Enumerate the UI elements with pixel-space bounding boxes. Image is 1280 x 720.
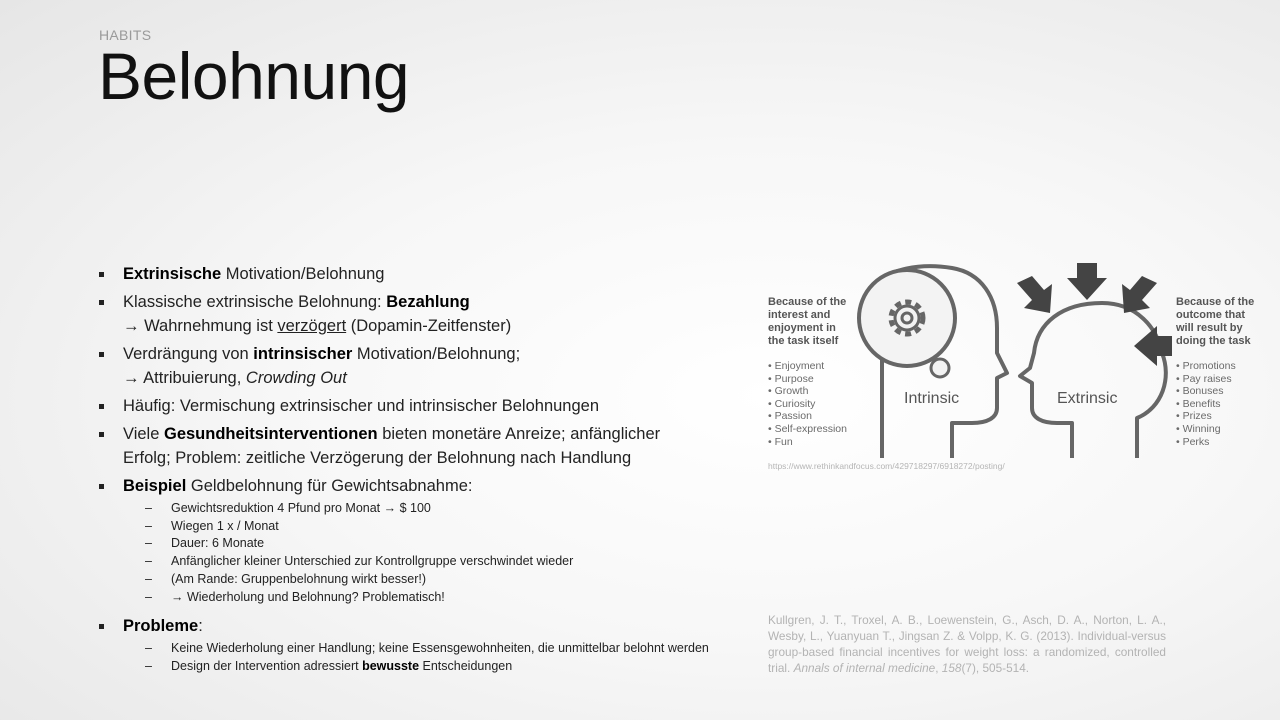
bullet-text: Erfolg; Problem: zeitliche Verzögerung der Belohnung nach Handlung — [123, 449, 632, 467]
heading-line: Because of the — [768, 296, 847, 308]
extrinsic-items — [1176, 360, 1254, 448]
bullet-text: Motivation/Belohnung — [221, 265, 385, 283]
thought-bubble-tail — [931, 359, 949, 377]
bullet-crowding-out — [98, 342, 718, 390]
bullet-payment — [98, 290, 718, 338]
citation-volume: 158 — [941, 661, 962, 675]
list-item: • Benefits — [1176, 398, 1254, 411]
heading-line: doing the task — [1176, 335, 1251, 347]
list-item: • Fun — [768, 436, 847, 449]
source-link[interactable]: https://www.rethinkandfocus.com/429718297/6918272/posting/ — [768, 461, 1005, 471]
sub-item-text: Wiegen 1 x / Monat — [171, 518, 279, 533]
dash: – — [145, 554, 152, 569]
citation — [768, 612, 1166, 676]
bullet-text: Häufig: Vermischung extrinsischer und intrinsischer Belohnungen — [123, 397, 600, 415]
list-item: • Pay raises — [1176, 373, 1254, 386]
sub-item — [123, 553, 718, 571]
intrinsic-items — [768, 360, 847, 448]
list-item: • Purpose — [768, 373, 847, 386]
extrinsic-head-outline — [1020, 303, 1166, 458]
extrinsic-heading — [1176, 296, 1254, 348]
list-item: • Enjoyment — [768, 360, 847, 373]
citation-authors: Kullgren, J. T., Troxel, A. B., Loewenstein, G., Asch, D. A., Norton, L. A., Wesby, L., Yuanyuan T., Jingsan Z. & Volpp, K. G. (2013). Individual-versus group-based financial incentives for weight loss: a randomized, controlled trial. — [768, 613, 1166, 675]
bullet-text: Viele — [123, 425, 164, 443]
dash: – — [145, 658, 152, 673]
dash: – — [145, 571, 152, 586]
extrinsic-label: Extrinsic — [1057, 390, 1118, 407]
sub-list — [123, 640, 718, 675]
sub-item — [123, 518, 718, 536]
citation-separator: , — [935, 661, 942, 675]
list-item: • Perks — [1176, 436, 1254, 449]
bullet-text: → Attribuierung, — [123, 369, 246, 387]
heading-line: Because of the — [1176, 296, 1255, 308]
bullet-text: Klassische extrinsische Belohnung: — [123, 293, 387, 311]
sub-item-text: Keine Wiederholung einer Handlung; keine Essensgewohnheiten, die unmittelbar belohnt werden — [171, 641, 709, 656]
heading-line: will result by — [1176, 322, 1243, 334]
motivation-figure — [762, 258, 1272, 458]
dash: – — [145, 501, 152, 515]
dash: – — [145, 641, 152, 656]
list-item: • Passion — [768, 410, 847, 423]
intrinsic-heading — [768, 296, 847, 348]
dash: – — [145, 589, 152, 604]
sub-item — [123, 500, 718, 518]
section-eyebrow: HABITS — [99, 27, 152, 43]
bullet-text: Geldbelohnung für Gewichtsabnahme: — [186, 477, 473, 495]
intrinsic-description — [768, 296, 847, 448]
bullet-bold: Bezahlung — [386, 293, 470, 311]
bullet-extrinsic — [98, 262, 718, 286]
heading-line: the task itself — [768, 335, 839, 347]
sub-item-text: → Wiederholung und Belohnung? Problematisch! — [171, 589, 445, 604]
sub-item-text: Gewichtsreduktion 4 Pfund pro Monat → $ 100 — [171, 501, 431, 515]
bullet-italic: Crowding Out — [245, 369, 347, 387]
bullet-text: : — [198, 617, 203, 636]
bullet-example — [98, 474, 718, 606]
arrow-down-icon — [1067, 263, 1107, 300]
list-item: • Curiosity — [768, 398, 847, 411]
bullet-bold: intrinsischer — [253, 345, 353, 363]
bullet-mixing — [98, 394, 718, 418]
bullet-text: → Wahrnehmung ist — [123, 317, 278, 335]
sub-item-text: (Am Rande: Gruppenbelohnung wirkt besser!) — [171, 571, 426, 586]
page-title: Belohnung — [98, 39, 410, 113]
bullet-underline: verzögert — [277, 317, 347, 335]
bullet-text: bieten monetäre Anreize; anfänglicher — [377, 425, 661, 443]
citation-pages: , 505-514. — [975, 661, 1030, 675]
sub-list — [123, 500, 718, 606]
heading-line: enjoyment in — [768, 322, 836, 334]
citation-issue: (7) — [961, 661, 976, 675]
list-item: • Promotions — [1176, 360, 1254, 373]
sub-item — [123, 589, 718, 607]
list-item: • Bonuses — [1176, 385, 1254, 398]
bullet-text: Motivation/Belohnung; — [352, 345, 521, 363]
sub-item — [123, 535, 718, 553]
citation-journal: Annals of internal medicine — [793, 661, 936, 675]
dash: – — [145, 536, 152, 551]
heading-line: interest and — [768, 309, 831, 321]
sub-item-text: Design der Intervention adressiert — [171, 658, 363, 673]
bullet-text: Verdrängung von — [123, 345, 254, 363]
arrow-diag-left-icon — [1017, 276, 1052, 313]
extrinsic-description — [1176, 296, 1254, 448]
dash: – — [145, 518, 152, 533]
sub-item — [123, 640, 718, 658]
heading-line: outcome that — [1176, 309, 1246, 321]
thought-bubble — [859, 270, 955, 366]
list-item: • Prizes — [1176, 410, 1254, 423]
sub-item — [123, 658, 718, 676]
bullet-text: (Dopamin-Zeitfenster) — [346, 317, 512, 335]
list-item: • Winning — [1176, 423, 1254, 436]
list-item: • Growth — [768, 385, 847, 398]
bullet-bold: Beispiel — [123, 477, 187, 495]
sub-item-text: Dauer: 6 Monate — [171, 536, 265, 551]
bullet-bold: Gesundheitsinterventionen — [163, 425, 378, 443]
bullet-health-interventions — [98, 422, 718, 470]
bullet-list — [98, 262, 718, 680]
bullet-bold: Probleme — [123, 617, 199, 636]
sub-item-text: Entscheidungen — [419, 658, 513, 673]
bullet-bold: Extrinsische — [123, 265, 222, 283]
intrinsic-label: Intrinsic — [904, 390, 960, 407]
sub-item-text: Anfänglicher kleiner Unterschied zur Kontrollgruppe verschwindet wieder — [171, 554, 574, 569]
bullet-problems — [98, 614, 718, 675]
arrow-diag-right-icon — [1122, 276, 1157, 313]
sub-item — [123, 571, 718, 589]
list-item: • Self-expression — [768, 423, 847, 436]
sub-item-bold: bewusste — [362, 658, 420, 673]
